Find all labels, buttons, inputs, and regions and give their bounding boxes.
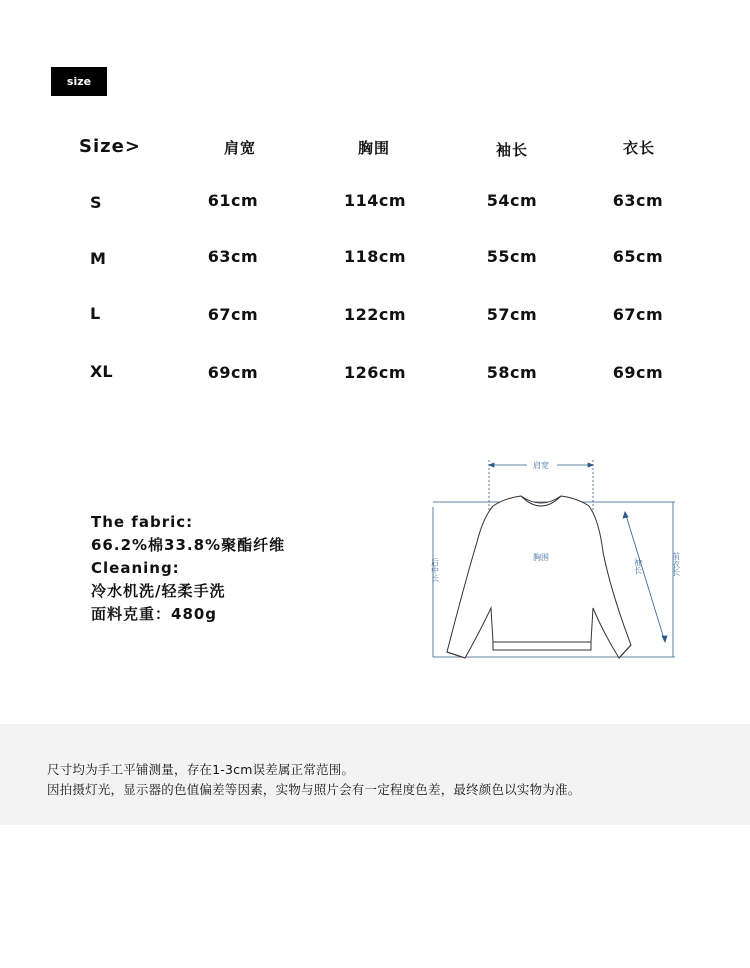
table-cell: 67cm [207, 305, 259, 324]
table-cell: 55cm [486, 247, 538, 266]
label-back-length: 后中长 [430, 558, 440, 582]
table-cell: 114cm [343, 191, 407, 210]
table-cell: 54cm [486, 191, 538, 210]
table-cell: 65cm [612, 247, 664, 266]
fabric-info [91, 511, 285, 626]
table-cell: 58cm [486, 363, 538, 382]
size-label-m: M [90, 249, 106, 268]
label-shoulder: 肩宽 [533, 461, 549, 470]
disclaimer-line-2: 因拍摄灯光，显示器的色值偏差等因素，实物与照片会有一定程度色差，最终颜色以实物为准。 [47, 782, 581, 797]
table-cell: 69cm [207, 363, 259, 382]
table-cell: 63cm [207, 247, 259, 266]
table-cell: 67cm [612, 305, 664, 324]
table-cell: 57cm [486, 305, 538, 324]
size-label-s: S [90, 193, 102, 212]
size-label-xl: XL [90, 362, 113, 381]
size-label-l: L [90, 304, 101, 323]
cleaning-instructions: 冷水机洗/轻柔手洗 [91, 582, 226, 600]
size-header-label: Size> [79, 136, 141, 157]
header-sleeve: 袖长 [495, 141, 529, 159]
disclaimer-band [0, 724, 750, 825]
fabric-weight: 面料克重：480g [91, 605, 218, 623]
fabric-composition: 66.2%棉33.8%聚酯纤维 [91, 536, 286, 554]
header-chest: 胸围 [357, 139, 391, 157]
fabric-heading: The fabric: [91, 513, 194, 531]
sweatshirt-measurement-diagram [425, 452, 685, 667]
label-front-length: 前衣长 [671, 552, 681, 576]
size-table [0, 0, 750, 420]
header-shoulder: 肩宽 [223, 139, 257, 157]
table-cell: 122cm [343, 305, 407, 324]
table-cell: 69cm [612, 363, 664, 382]
table-cell: 118cm [343, 247, 407, 266]
size-badge: size [51, 67, 107, 96]
header-length: 衣长 [622, 139, 656, 157]
cleaning-heading: Cleaning: [91, 559, 180, 577]
table-cell: 61cm [207, 191, 259, 210]
table-cell: 63cm [612, 191, 664, 210]
label-sleeve: 袖长 [633, 558, 643, 574]
disclaimer-line-1: 尺寸均为手工平铺测量，存在1-3cm误差属正常范围。 [47, 762, 355, 777]
label-chest: 胸围 [533, 553, 549, 562]
table-cell: 126cm [343, 363, 407, 382]
